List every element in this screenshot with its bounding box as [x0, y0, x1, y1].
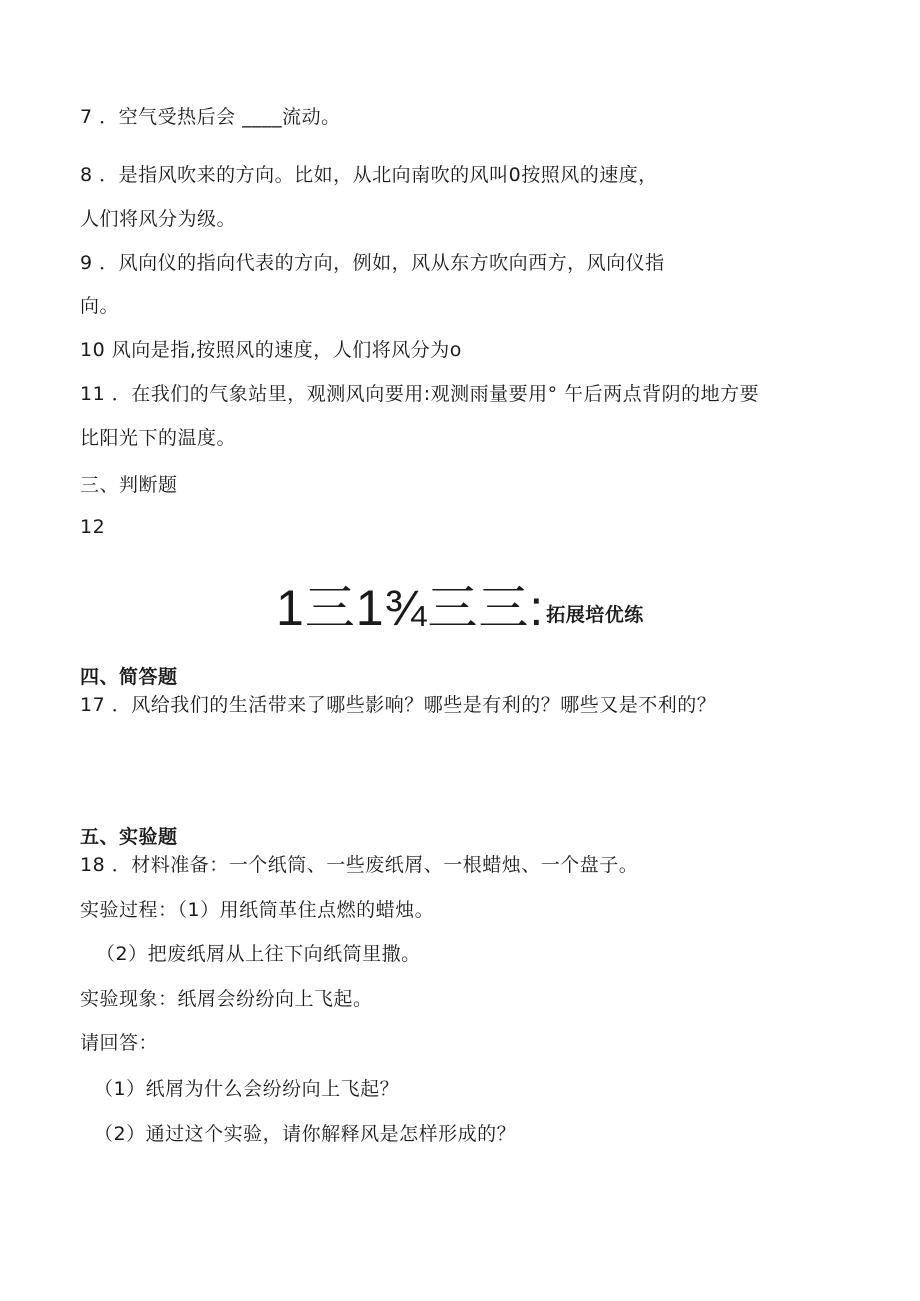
extension-banner: [276, 580, 644, 643]
experiment-ask-1: （1）纸屑为什么会纷纷向上飞起？: [94, 1078, 400, 1100]
question-11-line-2: 比阳光下的温度。: [80, 427, 237, 449]
question-8-line-1: 8 ．是指风吹来的方向。比如，从北向南吹的风叫0按照风的速度，: [80, 164, 658, 186]
question-12: 12: [80, 516, 106, 538]
section-heading-judgment: 三、判断题: [80, 474, 178, 496]
section-heading-experiment: 五、实验题: [80, 826, 178, 848]
question-18: 18 ．材料准备：一个纸筒、一些废纸屑、一根蜡烛、一个盘子。: [80, 854, 639, 876]
question-10: 10 风向是指,按照风的速度，人们将风分为o: [80, 339, 462, 361]
section-heading-short-answer: 四、简答题: [80, 666, 178, 688]
experiment-process-2: （2）把废纸屑从上往下向纸筒里撒。: [96, 943, 421, 965]
banner-glyphs: 1三1¾三三:: [276, 580, 545, 636]
question-9-line-2: 向。: [80, 295, 120, 317]
question-9-line-1: 9 ．风向仪的指向代表的方向，例如，风从东方吹向西方，风向仪指: [80, 252, 665, 274]
experiment-ask-2: （2）通过这个实验，请你解释风是怎样形成的？: [94, 1123, 517, 1145]
question-11-line-1: 11 ．在我们的气象站里，观测风向要用:观测雨量要用° 午后两点背阴的地方要: [80, 383, 760, 405]
banner-label: 拓展培优练: [546, 604, 644, 626]
question-7: 7 ．空气受热后会 ____流动。: [80, 106, 341, 128]
experiment-prompt: 请回答：: [80, 1032, 159, 1054]
question-8-line-2: 人们将风分为级。: [80, 208, 237, 230]
experiment-phenomenon: 实验现象：纸屑会纷纷向上飞起。: [80, 988, 373, 1010]
experiment-process-1: 实验过程：（1）用纸筒革住点燃的蜡烛。: [80, 899, 435, 921]
question-17: 17 ．风给我们的生活带来了哪些影响？哪些是有利的？哪些又是不利的？: [80, 694, 717, 716]
